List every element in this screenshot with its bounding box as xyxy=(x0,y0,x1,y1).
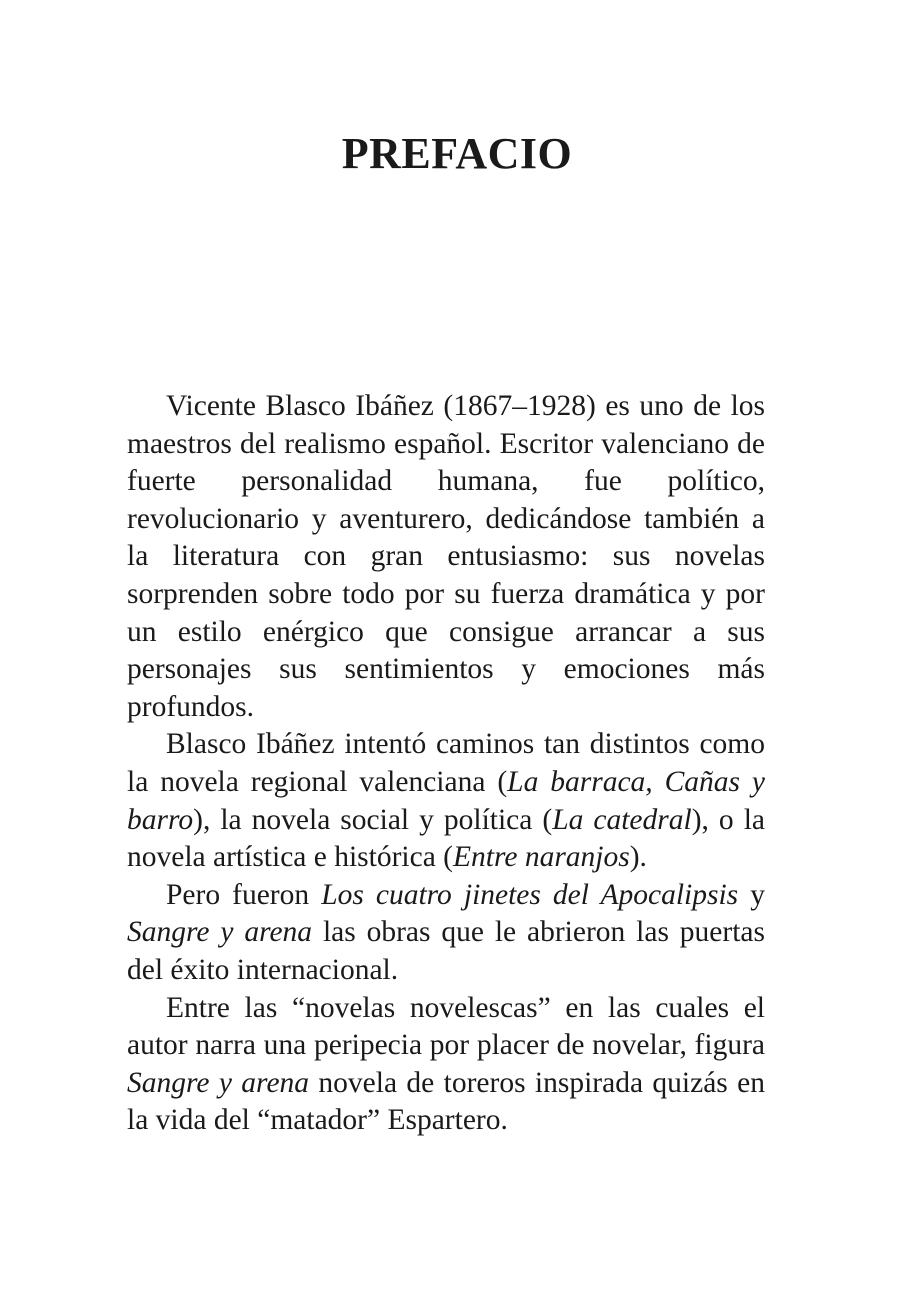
book-title-italic: Entre naranjos xyxy=(453,841,630,874)
text-run: ), la novela social y política ( xyxy=(193,803,553,836)
book-title-italic: La barraca, Cañas y barro xyxy=(127,765,765,836)
text-run: Pero fueron xyxy=(166,878,322,911)
paragraph-3 xyxy=(127,877,765,990)
book-title-italic: La catedral xyxy=(552,803,692,836)
text-run: Vicente Blasco Ibáñez (1867–1928) es uno de los maestros del realismo español. Escritor valenciano de fuerte personalidad humana, fue político, revolucionario y aventurero, dedicándose también a la literatura con gran entusiasmo: sus novelas sorprenden sobre todo por su fuerza dramática y por un estilo enérgico que consigue arrancar a sus personajes sus sentimientos y emociones más profundos. xyxy=(127,390,765,723)
paragraph-2 xyxy=(127,726,765,876)
text-run: y xyxy=(738,878,765,911)
text-run: novela de toreros inspirada quizás en la vida del “matador” Espartero. xyxy=(127,1066,765,1137)
text-run: las obras que le abrieron las puertas del éxito internacional. xyxy=(127,916,765,986)
text-run: Entre las “novelas novelescas” en las cuales el autor narra una peripecia por placer de novelar, figura xyxy=(127,991,765,1062)
preface-body xyxy=(127,388,765,1140)
page-title: PREFACIO xyxy=(341,129,573,178)
book-title-italic: Sangre y arena xyxy=(127,916,313,949)
book-title-italic: Los cuatro jinetes del Apocalipsis xyxy=(321,878,739,911)
text-run: ), o la novela artística e histórica ( xyxy=(127,803,765,874)
book-title-italic: Sangre y arena xyxy=(127,1066,310,1099)
text-run: Blasco Ibáñez intentó caminos tan distintos como la novela regional valenciana ( xyxy=(127,728,765,798)
paragraph-1 xyxy=(127,388,765,726)
paragraph-4 xyxy=(127,990,765,1140)
text-run: ). xyxy=(629,841,647,874)
